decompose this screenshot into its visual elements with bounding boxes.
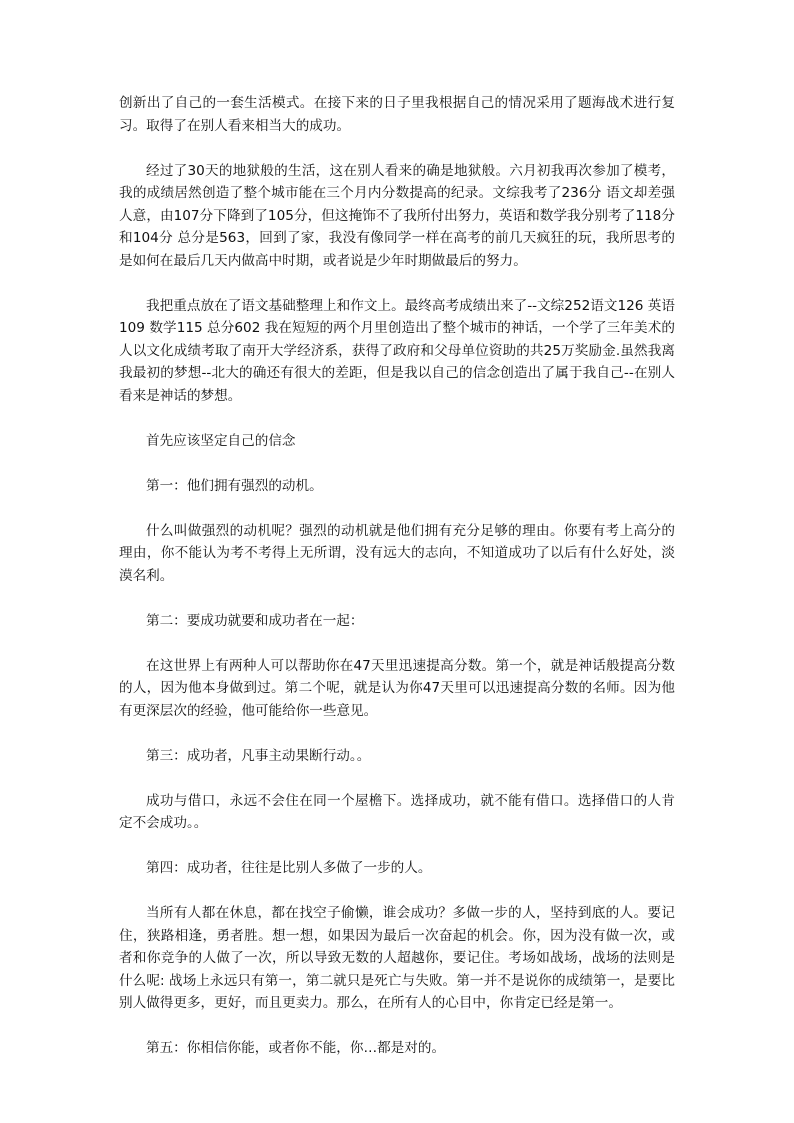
document-body [119,92,675,1082]
heading-point-three: 第三：成功者，凡事主动果断行动。。 [146,747,371,764]
paragraph-one-more-step: 当所有人都在休息，都在找空子偷懒，谁会成功？多做一步的人，坚持到底的人。要记住，狭路相逢，勇者胜。想一想，如果因为最后一次奋起的机会。你，因为没有做一次，或者和你竞争的人做了一次，所以导致无数的人超越你，要记住。考场如战场，战场的法则是什么呢: 战场上永远只有第一，第二就只是死亡与失败。第一并不是说你的成绩第一，是要比别人做得更多，更好，而且更卖力。那么，在所有人的心目中，你肯定已经是第一。 [119,905,675,1011]
heading-point-two: 第二：要成功就要和成功者在一起： [146,612,364,629]
paragraph-motivation: 什么叫做强烈的动机呢？强烈的动机就是他们拥有充分足够的理由。你要有考上高分的理由，你不能认为考不考得上无所谓，没有远大的志向，不知道成功了以后有什么好处，淡漠名利。 [119,522,675,584]
paragraph-continuation: 创新出了自己的一套生活模式。在接下来的日子里我根据自己的情况采用了题海战术进行复习。取得了在别人看来相当大的成功。 [119,95,675,134]
heading-belief: 首先应该坚定自己的信念 [146,432,296,449]
paragraph-final-scores: 我把重点放在了语文基础整理上和作文上。最终高考成绩出来了--文综252语文126 英语109 数学115 总分602 我在短短的两个月里创造出了整个城市的神话，一个学了三年美术的人以文化成绩考取了南开大学经济系，获得了政府和父母单位资助的共25万奖励金.虽然我离我最初的梦想--北大的确还有很大的差距，但是我以自己的信念创造出了属于我自己--在别人看来是神话的梦想。 [119,297,675,404]
heading-point-one: 第一：他们拥有强烈的动机。 [146,477,323,494]
paragraph-no-excuses: 成功与借口，永远不会住在同一个屋檐下。选择成功，就不能有借口。选择借口的人肯定不会成功。。 [119,792,675,831]
heading-point-five: 第五：你相信你能，或者你不能，你…都是对的。 [146,1040,446,1056]
paragraph-two-kinds-of-people: 在这世界上有两种人可以帮助你在47天里迅速提高分数。第一个，就是神话般提高分数的人，因为他本身做到过。第二个呢，就是认为你47天里可以迅速提高分数的名师。因为他有更深层次的经验，他可能给你一些意见。 [119,657,675,719]
paragraph-exam-results: 经过了30天的地狱般的生活，这在别人看来的确是地狱般。六月初我再次参加了模考，我的成绩居然创造了整个城市能在三个月内分数提高的纪录。文综我考了236分 语文却差强人意，由107分下降到了105分，但这掩饰不了我所付出努力，英语和数学我分别考了118分和104分 总分是563，回到了家，我没有像同学一样在高考的前几天疯狂的玩，我所思考的是如何在最后几天内做高中时期，或者说是少年时期做最后的努力。 [119,162,675,269]
heading-point-four: 第四：成功者，往往是比别人多做了一步的人。 [146,860,432,876]
